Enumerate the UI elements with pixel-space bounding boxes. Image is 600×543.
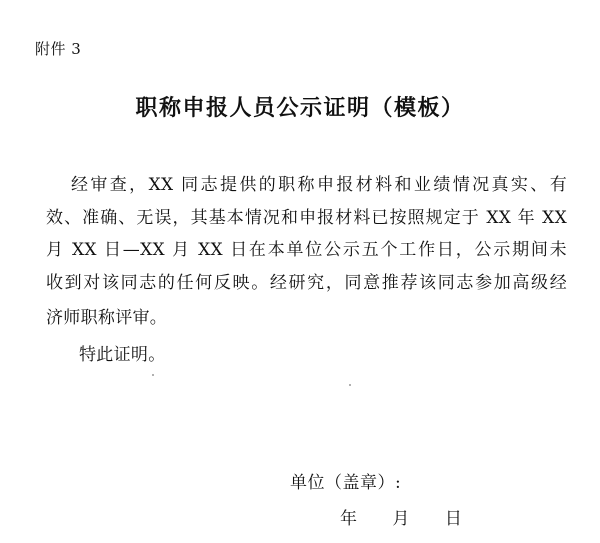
certification-line: 特此证明。 — [79, 345, 166, 365]
body-paragraph-line: 收到对该同志的任何反映。经研究，同意推荐该同志参加高级经 — [46, 273, 567, 293]
signature-unit-label: 单位（盖章）: — [290, 473, 402, 493]
date-day: 日 — [444, 509, 462, 529]
scan-speck — [152, 374, 154, 376]
scan-speck — [349, 384, 351, 386]
date-line — [340, 504, 462, 529]
date-month: 月 — [392, 509, 410, 529]
body-paragraph-line: 月 XX 日—XX 月 XX 日在本单位公示五个工作日，公示期间未 — [46, 240, 567, 260]
attachment-label: 附件 3 — [35, 40, 82, 58]
body-paragraph-line: 经审查，XX 同志提供的职称申报材料和业绩情况真实、有 — [71, 175, 567, 195]
body-paragraph-line: 济师职称评审。 — [46, 308, 168, 328]
document-title: 职称申报人员公示证明（模板） — [135, 95, 465, 121]
date-year: 年 — [340, 509, 357, 529]
body-paragraph-line: 效、准确、无误，其基本情况和申报材料已按照规定于 XX 年 XX — [46, 208, 567, 228]
